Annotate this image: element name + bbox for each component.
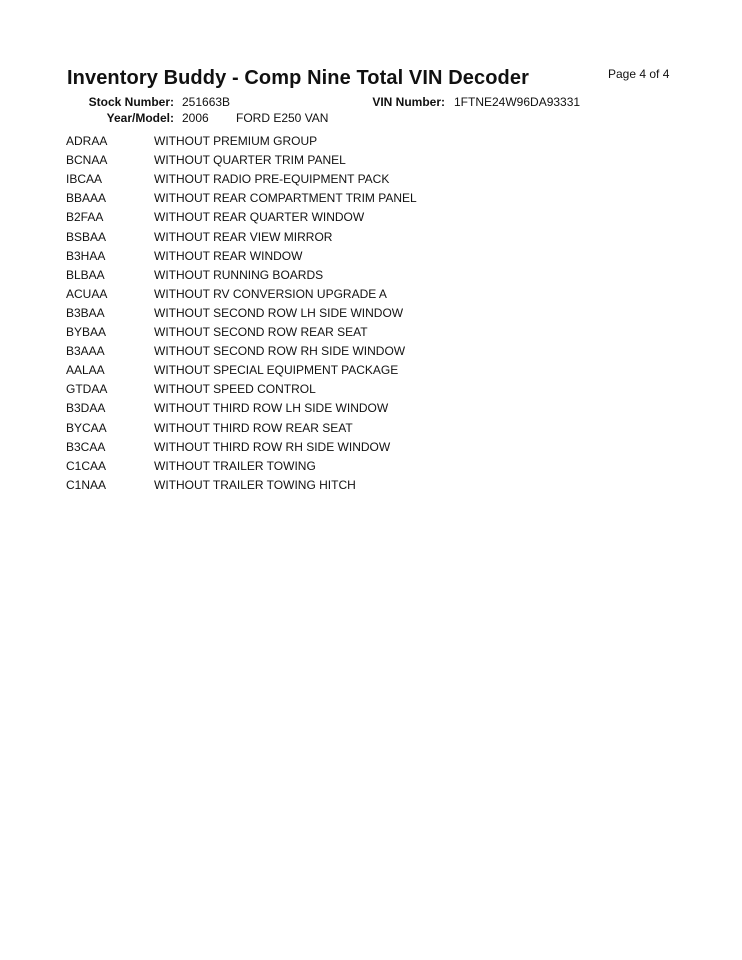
option-description: WITHOUT THIRD ROW RH SIDE WINDOW bbox=[154, 439, 391, 454]
option-code: BLBAA bbox=[66, 267, 105, 282]
option-description: WITHOUT REAR QUARTER WINDOW bbox=[154, 210, 365, 225]
stock-number-label: Stock Number: bbox=[88, 95, 174, 109]
vin-number-value: 1FTNE24W96DA93331 bbox=[454, 95, 581, 109]
year-model-label: Year/Model: bbox=[106, 111, 174, 125]
option-code: B3HAA bbox=[66, 248, 106, 263]
option-description: WITHOUT SECOND ROW RH SIDE WINDOW bbox=[154, 344, 406, 359]
option-description: WITHOUT RADIO PRE-EQUIPMENT PACK bbox=[154, 172, 390, 187]
document-title: Inventory Buddy - Comp Nine Total VIN Decoder bbox=[67, 67, 529, 89]
option-code: IBCAA bbox=[66, 172, 103, 187]
option-description: WITHOUT TRAILER TOWING HITCH bbox=[154, 477, 356, 492]
option-code: GTDAA bbox=[66, 382, 108, 397]
option-code: BBAAA bbox=[66, 191, 107, 206]
option-description: WITHOUT SPEED CONTROL bbox=[154, 382, 316, 397]
option-description: WITHOUT SPECIAL EQUIPMENT PACKAGE bbox=[154, 363, 399, 378]
option-description: WITHOUT TRAILER TOWING bbox=[154, 458, 316, 473]
page-number: Page 4 of 4 bbox=[608, 67, 670, 81]
option-description: WITHOUT THIRD ROW REAR SEAT bbox=[154, 420, 353, 435]
option-description: WITHOUT QUARTER TRIM PANEL bbox=[154, 153, 346, 168]
option-code: C1CAA bbox=[66, 458, 107, 473]
option-code: B2FAA bbox=[66, 210, 104, 225]
model-value: FORD E250 VAN bbox=[236, 111, 329, 125]
option-code: ACUAA bbox=[66, 286, 108, 301]
stock-number-value: 251663B bbox=[182, 95, 231, 109]
option-code: BYCAA bbox=[66, 420, 107, 435]
option-code: B3CAA bbox=[66, 439, 106, 454]
vin-number-label: VIN Number: bbox=[372, 95, 445, 109]
option-description: WITHOUT PREMIUM GROUP bbox=[154, 134, 318, 148]
option-description: WITHOUT REAR VIEW MIRROR bbox=[154, 229, 333, 244]
option-code: C1NAA bbox=[66, 477, 107, 492]
option-description: WITHOUT REAR COMPARTMENT TRIM PANEL bbox=[154, 191, 417, 206]
option-code: BYBAA bbox=[66, 325, 107, 339]
option-description: WITHOUT RUNNING BOARDS bbox=[154, 267, 324, 282]
option-description: WITHOUT REAR WINDOW bbox=[154, 248, 303, 263]
option-code: B3BAA bbox=[66, 305, 105, 320]
year-value: 2006 bbox=[182, 111, 209, 125]
option-code: ADRAA bbox=[66, 134, 108, 148]
option-code: BCNAA bbox=[66, 153, 108, 168]
option-code: AALAA bbox=[66, 363, 105, 378]
option-description: WITHOUT THIRD ROW LH SIDE WINDOW bbox=[154, 401, 389, 416]
option-code: B3DAA bbox=[66, 401, 106, 416]
option-description: WITHOUT RV CONVERSION UPGRADE A bbox=[154, 286, 387, 301]
option-description: WITHOUT SECOND ROW REAR SEAT bbox=[154, 325, 368, 339]
option-description: WITHOUT SECOND ROW LH SIDE WINDOW bbox=[154, 305, 404, 320]
option-code: BSBAA bbox=[66, 229, 107, 244]
option-code: B3AAA bbox=[66, 344, 105, 359]
